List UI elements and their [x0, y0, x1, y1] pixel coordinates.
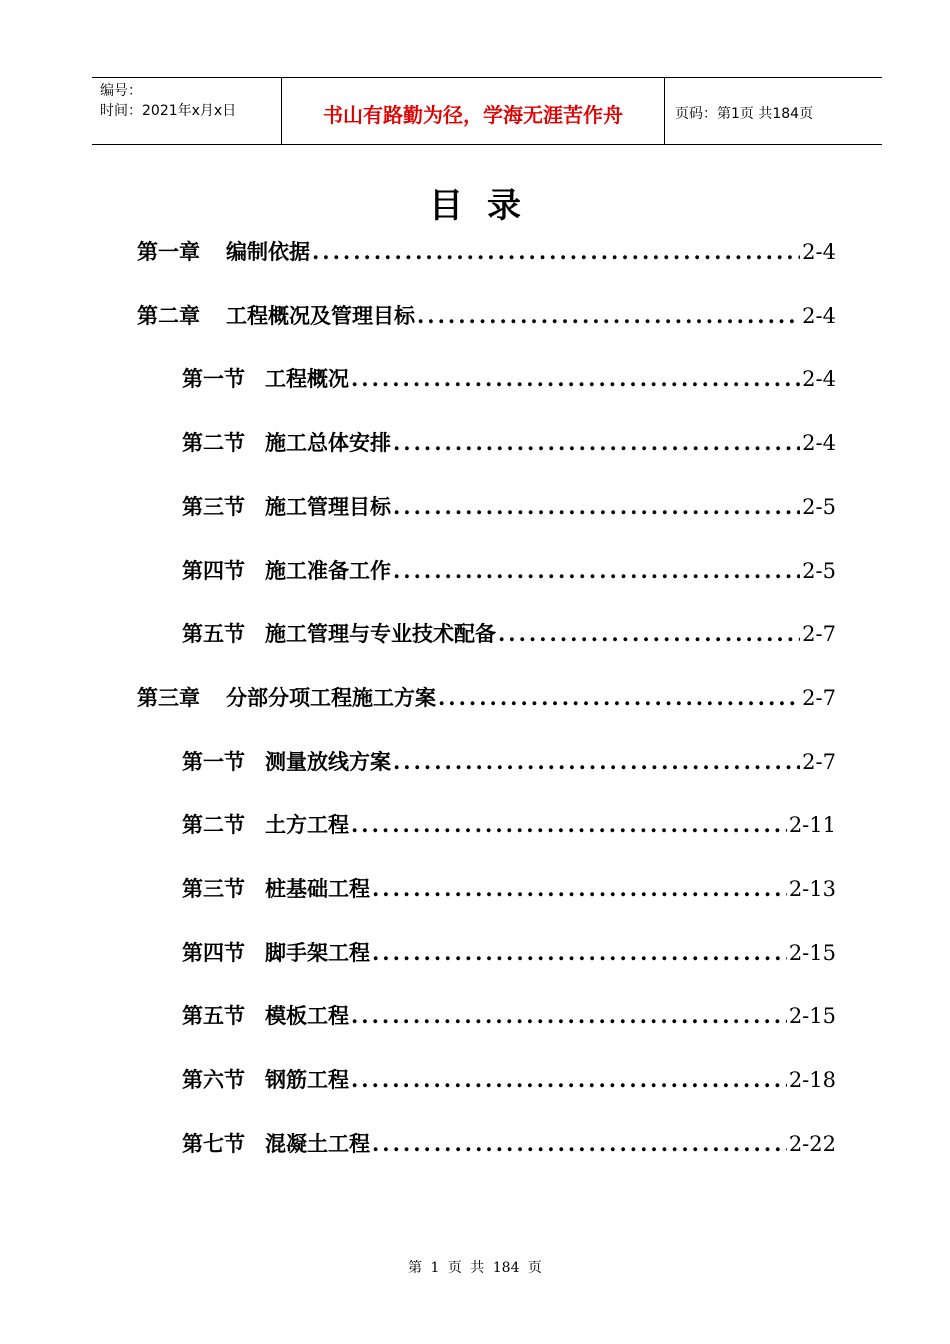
toc-entry[interactable] — [182, 492, 836, 522]
toc-entry-title: 混凝土工程 — [265, 1131, 370, 1156]
toc-entry-number: 第二节 — [182, 812, 245, 837]
toc-entry[interactable] — [137, 301, 836, 331]
toc-entry-number: 第五节 — [182, 621, 245, 646]
toc-entry[interactable] — [182, 619, 836, 649]
toc-leader-dots — [351, 364, 800, 394]
toc-entry-page: 2-18 — [788, 1068, 836, 1092]
toc-entry[interactable] — [182, 1129, 836, 1159]
toc-entry-title: 施工管理目标 — [265, 494, 391, 519]
toc-leader-dots — [438, 683, 800, 713]
toc-entry[interactable] — [182, 938, 836, 968]
toc-entry-number: 第六节 — [182, 1067, 245, 1092]
toc-entry-title: 脚手架工程 — [265, 940, 370, 965]
toc-entry-page: 2-11 — [788, 813, 836, 837]
toc-entry-number: 第七节 — [182, 1131, 245, 1156]
page-header — [92, 77, 882, 145]
header-page-info: 页码：第1页 共184页 — [675, 106, 814, 122]
toc-entry-page: 2-15 — [788, 1004, 836, 1028]
toc-entry-title: 施工管理与专业技术配备 — [265, 621, 496, 646]
toc-entry[interactable] — [182, 1001, 836, 1031]
toc-entry-title: 施工总体安排 — [265, 430, 391, 455]
toc-entry-number: 第四节 — [182, 940, 245, 965]
toc-entry-number: 第三节 — [182, 494, 245, 519]
toc-entry[interactable] — [182, 364, 836, 394]
toc-entry-title: 工程概况及管理目标 — [226, 303, 415, 328]
toc-entry[interactable] — [182, 428, 836, 458]
toc-entry-page: 2-4 — [802, 367, 836, 391]
toc-entry-title: 施工准备工作 — [265, 558, 391, 583]
toc-entry[interactable] — [182, 874, 836, 904]
toc-leader-dots — [351, 810, 787, 840]
toc-leader-dots — [393, 747, 800, 777]
toc-entry-title: 分部分项工程施工方案 — [226, 685, 436, 710]
toc-entry-page: 2-13 — [788, 877, 836, 901]
toc-entry-number: 第五节 — [182, 1003, 245, 1028]
toc-leader-dots — [498, 619, 800, 649]
toc-leader-dots — [351, 1001, 787, 1031]
toc-leader-dots — [393, 492, 800, 522]
toc-entry-title: 钢筋工程 — [265, 1067, 349, 1092]
document-time-label: 时间：2021年x月x日 — [100, 103, 237, 119]
toc-entry-page: 2-4 — [802, 431, 836, 455]
toc-entry[interactable] — [182, 810, 836, 840]
toc-entry-page: 2-4 — [802, 240, 836, 264]
toc-entry-title: 编制依据 — [226, 239, 310, 264]
toc-entry-number: 第二节 — [182, 430, 245, 455]
toc-entry-page: 2-5 — [802, 495, 836, 519]
toc-leader-dots — [372, 1129, 787, 1159]
toc-entry-title: 模板工程 — [265, 1003, 349, 1028]
toc-entry-number: 第一节 — [182, 366, 245, 391]
toc-title: 目录 — [429, 186, 545, 226]
toc-entry-title: 测量放线方案 — [265, 749, 391, 774]
toc-entry[interactable] — [137, 683, 836, 713]
toc-entry-page: 2-7 — [802, 750, 836, 774]
toc-entry[interactable] — [182, 1065, 836, 1095]
toc-leader-dots — [351, 1065, 787, 1095]
toc-entry-number: 第三节 — [182, 876, 245, 901]
toc-leader-dots — [417, 301, 800, 331]
toc-leader-dots — [372, 938, 787, 968]
toc-entry-number: 第四节 — [182, 558, 245, 583]
toc-entry-title: 桩基础工程 — [265, 876, 370, 901]
toc-entry-page: 2-4 — [802, 304, 836, 328]
page-footer: 第 1 页 共 184 页 — [408, 1260, 542, 1276]
toc-entry[interactable] — [182, 556, 836, 586]
toc-leader-dots — [312, 237, 800, 267]
toc-leader-dots — [393, 556, 800, 586]
toc-entry[interactable] — [182, 747, 836, 777]
toc-entry-number: 第一章 — [137, 239, 200, 264]
toc-leader-dots — [372, 874, 787, 904]
toc-entry-page: 2-22 — [788, 1132, 836, 1156]
toc-entry-title: 工程概况 — [265, 366, 349, 391]
document-number-label: 编号： — [100, 83, 142, 99]
toc-leader-dots — [393, 428, 800, 458]
toc-entry-page: 2-15 — [788, 941, 836, 965]
header-meta — [92, 78, 282, 144]
toc-entry-page: 2-5 — [802, 559, 836, 583]
toc-entry-number: 第一节 — [182, 749, 245, 774]
toc-entry-page: 2-7 — [802, 686, 836, 710]
header-motto: 书山有路勤为径，学海无涯苦作舟 — [282, 78, 665, 144]
toc-entry[interactable] — [137, 237, 836, 267]
toc-entry-title: 土方工程 — [265, 812, 349, 837]
toc-entry-number: 第三章 — [137, 685, 200, 710]
toc-entry-number: 第二章 — [137, 303, 200, 328]
toc-entry-page: 2-7 — [802, 622, 836, 646]
